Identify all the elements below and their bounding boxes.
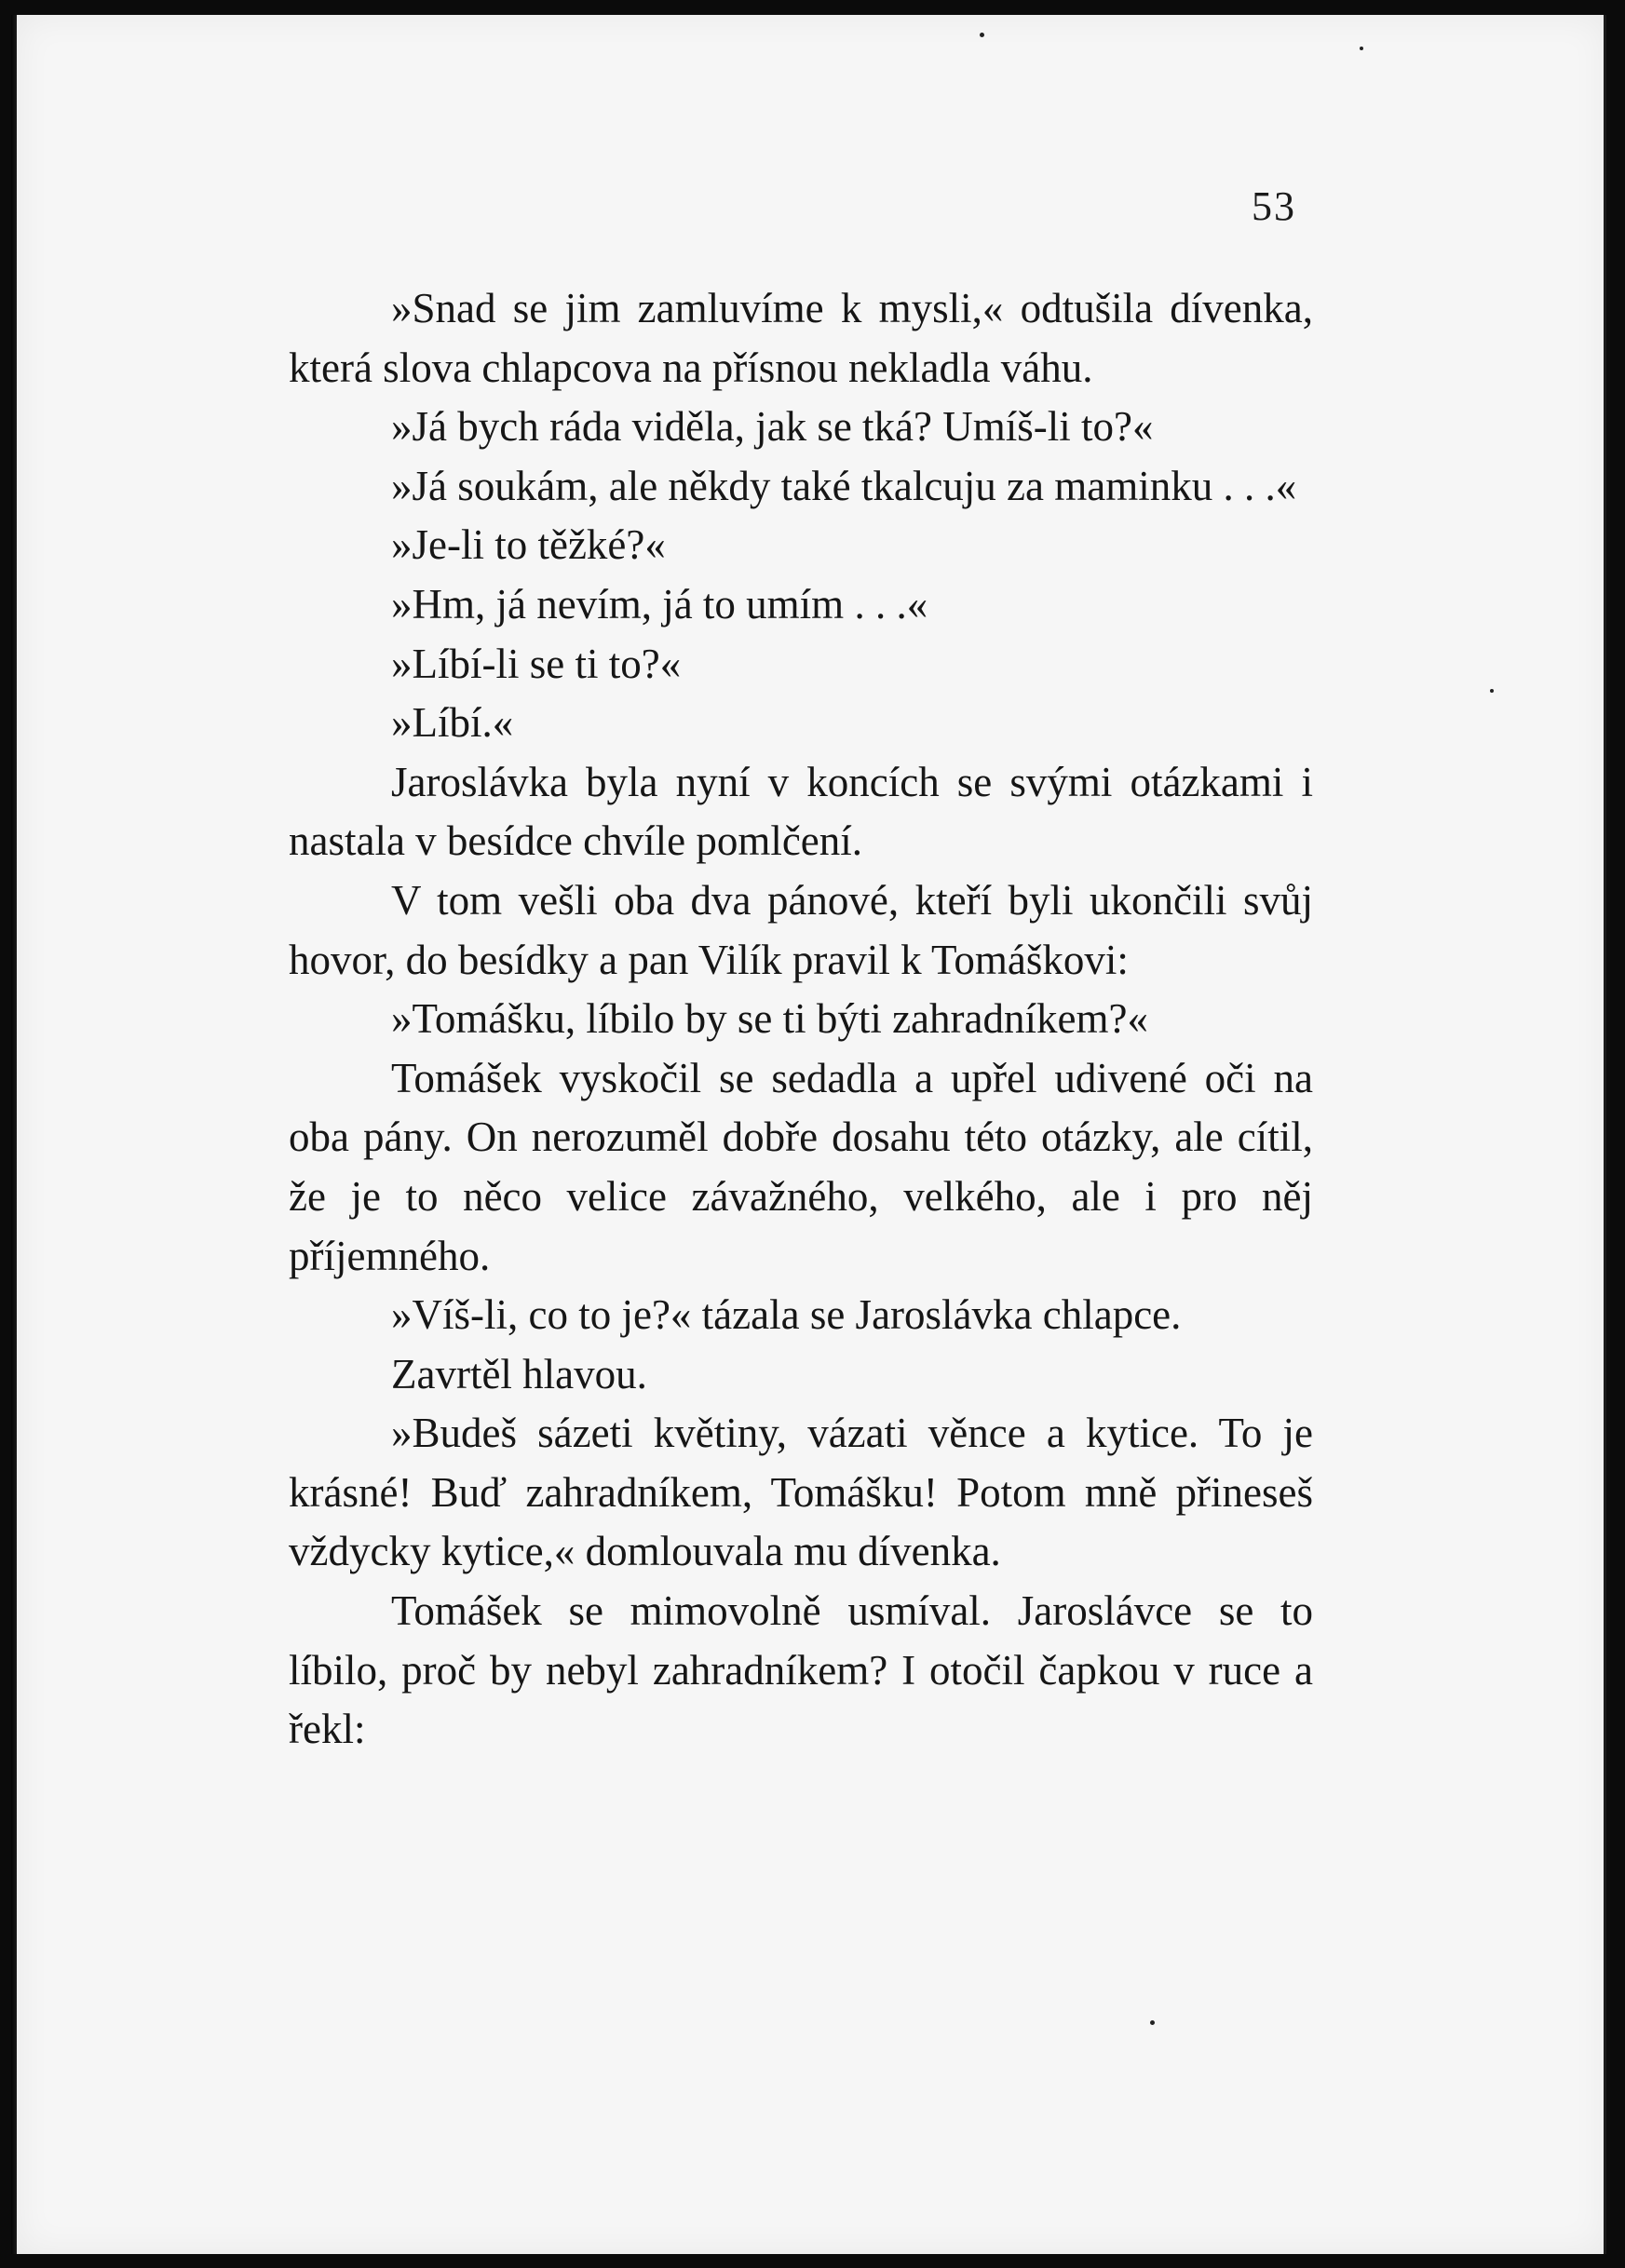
paragraph: »Líbí-li se ti to?« — [391, 640, 682, 687]
paragraph: »Hm, já nevím, já to umím . . .« — [391, 580, 928, 628]
page-number: 53 — [1252, 183, 1296, 229]
body-text — [289, 279, 1313, 1760]
dust-speck — [1360, 47, 1363, 50]
dust-speck — [980, 33, 984, 37]
paragraph: Jaroslávka byla nyní v koncích se svými otázkami i nastala v besídce chvíle pomlčení. — [289, 758, 1313, 865]
paragraph: »Já soukám, ale někdy také tkalcuju za maminku . . .« — [391, 462, 1297, 509]
paragraph: »Já bych ráda viděla, jak se tká? Umíš-li to?« — [391, 403, 1154, 451]
paragraph: »Snad se jim zamluvíme k mysli,« odtušila dívenka, která slova chlapcova na přísnou nekladla váhu. — [289, 285, 1313, 391]
paragraph: »Budeš sázeti květiny, vázati věnce a kytice. To je krásné! Buď zahradníkem, Tomášku! Potom mně přineseš vždycky kytice,« domlouvala mu dívenka. — [289, 1410, 1313, 1575]
paragraph: »Je-li to těžké?« — [391, 521, 666, 569]
paragraph: »Tomášku, líbilo by se ti býti zahradníkem?« — [391, 995, 1148, 1043]
paragraph: Zavrtěl hlavou. — [391, 1350, 647, 1397]
paragraph: »Líbí.« — [391, 699, 514, 747]
paragraph: »Víš-li, co to je?« tázala se Jaroslávka chlapce. — [391, 1291, 1182, 1339]
page-right-edge — [1604, 15, 1606, 2254]
dust-speck — [1150, 2020, 1155, 2025]
dust-speck — [1490, 689, 1494, 693]
paragraph: Tomášek vyskočil se sedadla a upřel udivené oči na oba pány. On nerozuměl dobře dosahu této otázky, ale cítil, že je to něco velice závažného, velkého, ale i pro něj příjemného. — [289, 1054, 1313, 1279]
paragraph: V tom vešli oba dva pánové, kteří byli ukončili svůj hovor, do besídky a pan Vilík pravil k Tomáškovi: — [289, 876, 1313, 983]
paragraph: Tomášek se mimovolně usmíval. Jaroslávce se to líbilo, proč by nebyl zahradníkem? I otočil čapkou v ruce a řekl: — [289, 1587, 1313, 1753]
